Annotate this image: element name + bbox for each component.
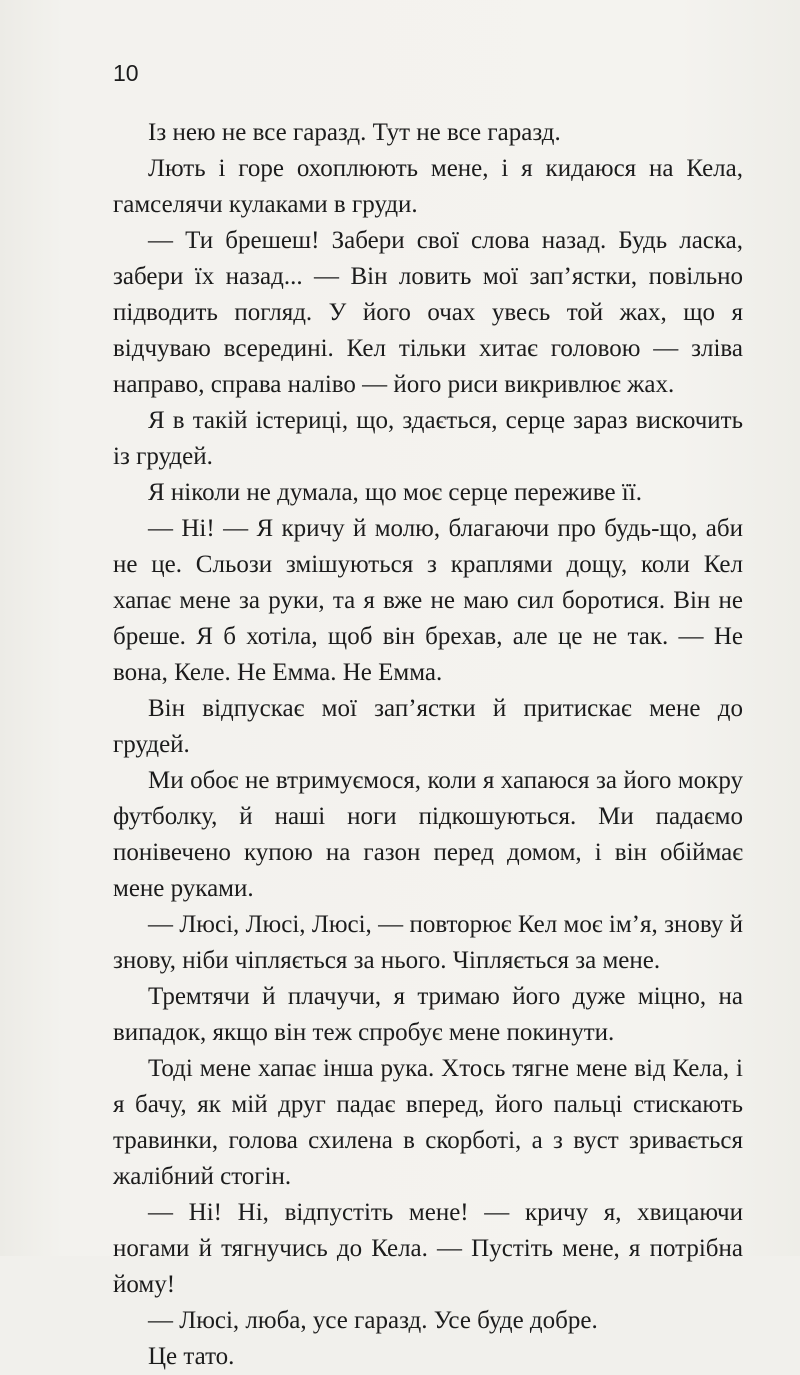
paragraph: — Ти брешеш! Забери свої слова назад. Будь ласка, забери їх назад... — Він ловить мої зап’ястки, повільно підводить погляд. У його очах увесь той жах, що я відчуваю всередині. Кел тільки хитає головою — зліва направо, справа наліво — його риси викривлює жах.: [113, 227, 743, 398]
paragraph: Тоді мене хапає інша рука. Хтось тягне мене від Кела, і я бачу, як мій друг падає вперед, його пальці стискають травинки, голова схилена в скорботі, а з вуст зривається жалібний стогін.: [113, 1055, 743, 1190]
paragraph: — Ні! — Я кричу й молю, благаючи про будь-що, аби не це. Сльози змішуються з краплями дощу, коли Кел хапає мене за руки, та я вже не маю сил боротися. Він не бреше. Я б хотіла, щоб він брехав, але це не так. — Не вона, Келе. Не Емма. Не Емма.: [113, 515, 743, 686]
paragraph: Із нею не все гаразд. Тут не все гаразд.: [148, 119, 561, 146]
paragraph: — Люсі, Люсі, Люсі, — повторює Кел моє ім’я, знову й знову, ніби чіпляється за нього. Чіпляється за мене.: [113, 911, 743, 974]
paragraph: Лють і горе охоплюють мене, і я кидаюся на Кела, гамселячи кулаками в груди.: [113, 155, 743, 218]
paragraph: — Люсі, люба, усе гаразд. Усе буде добре.: [148, 1307, 598, 1334]
page-number: 10: [113, 60, 139, 86]
paragraph: Він відпускає мої зап’ястки й притискає мене до грудей.: [113, 695, 743, 758]
paragraph: Ми обоє не втримуємося, коли я хапаюся за його мокру футболку, й наші ноги підкошуються. Ми падаємо понівечено купою на газон перед домом, і він обіймає мене руками.: [113, 767, 743, 902]
paragraph: Я ніколи не думала, що моє серце переживе її.: [148, 479, 642, 506]
paragraph: — Ні! Ні, відпустіть мене! — кричу я, хвицаючи ногами й тягнучись до Кела. — Пустіть мене, я потрібна йому!: [113, 1199, 743, 1298]
paragraph: Я в такій істериці, що, здається, серце зараз вискочить із грудей.: [113, 407, 743, 470]
body-text: [113, 115, 743, 1375]
paragraph: Це тато.: [148, 1343, 235, 1370]
paragraph: Тремтячи й плачучи, я тримаю його дуже міцно, на випадок, якщо він теж спробує мене покинути.: [113, 983, 743, 1046]
